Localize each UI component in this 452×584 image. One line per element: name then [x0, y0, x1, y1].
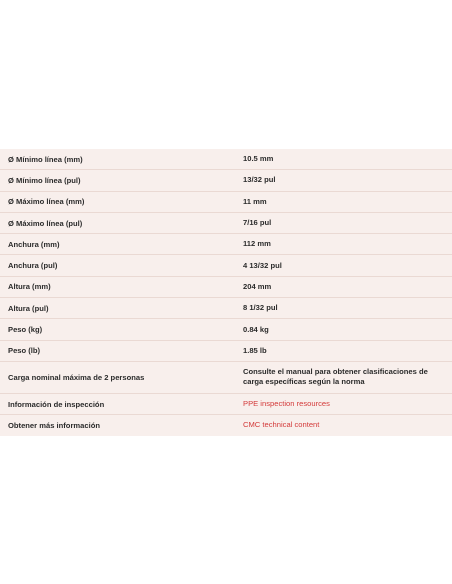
spec-label: Ø Máximo línea (mm)	[8, 197, 85, 207]
table-row	[0, 362, 452, 394]
table-row	[0, 394, 452, 415]
spec-label: Anchura (pul)	[8, 261, 58, 271]
spec-value-cell	[243, 420, 452, 430]
spec-value: 1.85 lb	[243, 345, 267, 355]
table-row	[0, 213, 452, 234]
spec-value: 11 mm	[243, 196, 267, 206]
spec-label: Información de inspección	[8, 399, 105, 409]
specifications-table	[0, 149, 452, 436]
spec-label: Obtener más información	[8, 420, 100, 430]
spec-value: Consulte el manual para obtener clasificaciones de carga específicas según la norma	[243, 367, 428, 387]
spec-label: Altura (mm)	[8, 282, 51, 292]
table-row	[0, 149, 452, 170]
table-row	[0, 415, 452, 435]
table-row	[0, 277, 452, 298]
spec-label: Peso (lb)	[8, 346, 41, 356]
spec-label: Anchura (mm)	[8, 239, 60, 249]
spec-value: 4 13/32 pul	[243, 260, 282, 270]
table-row	[0, 255, 452, 276]
spec-value: 7/16 pul	[243, 218, 272, 228]
spec-label: Altura (pul)	[8, 303, 49, 313]
spec-value: 0.84 kg	[243, 324, 269, 334]
spec-value: 204 mm	[243, 281, 272, 291]
table-row	[0, 192, 452, 213]
spec-value-cell	[243, 399, 452, 409]
technical-content-link[interactable]: CMC technical content	[243, 420, 320, 430]
table-row	[0, 298, 452, 319]
spec-label: Ø Mínimo línea (pul)	[8, 175, 81, 185]
spec-value: 8 1/32 pul	[243, 303, 278, 313]
spec-label: Peso (kg)	[8, 325, 43, 335]
table-row	[0, 341, 452, 362]
spec-value: 112 mm	[243, 239, 271, 249]
table-row	[0, 170, 452, 191]
spec-value: 10.5 mm	[243, 154, 274, 164]
table-row	[0, 234, 452, 255]
spec-value: 13/32 pul	[243, 175, 276, 185]
table-row	[0, 319, 452, 340]
spec-label: Ø Mínimo línea (mm)	[8, 154, 83, 164]
spec-label: Ø Máximo línea (pul)	[8, 218, 83, 228]
spec-label: Carga nominal máxima de 2 personas	[8, 372, 145, 382]
ppe-inspection-link[interactable]: PPE inspection resources	[243, 399, 330, 409]
